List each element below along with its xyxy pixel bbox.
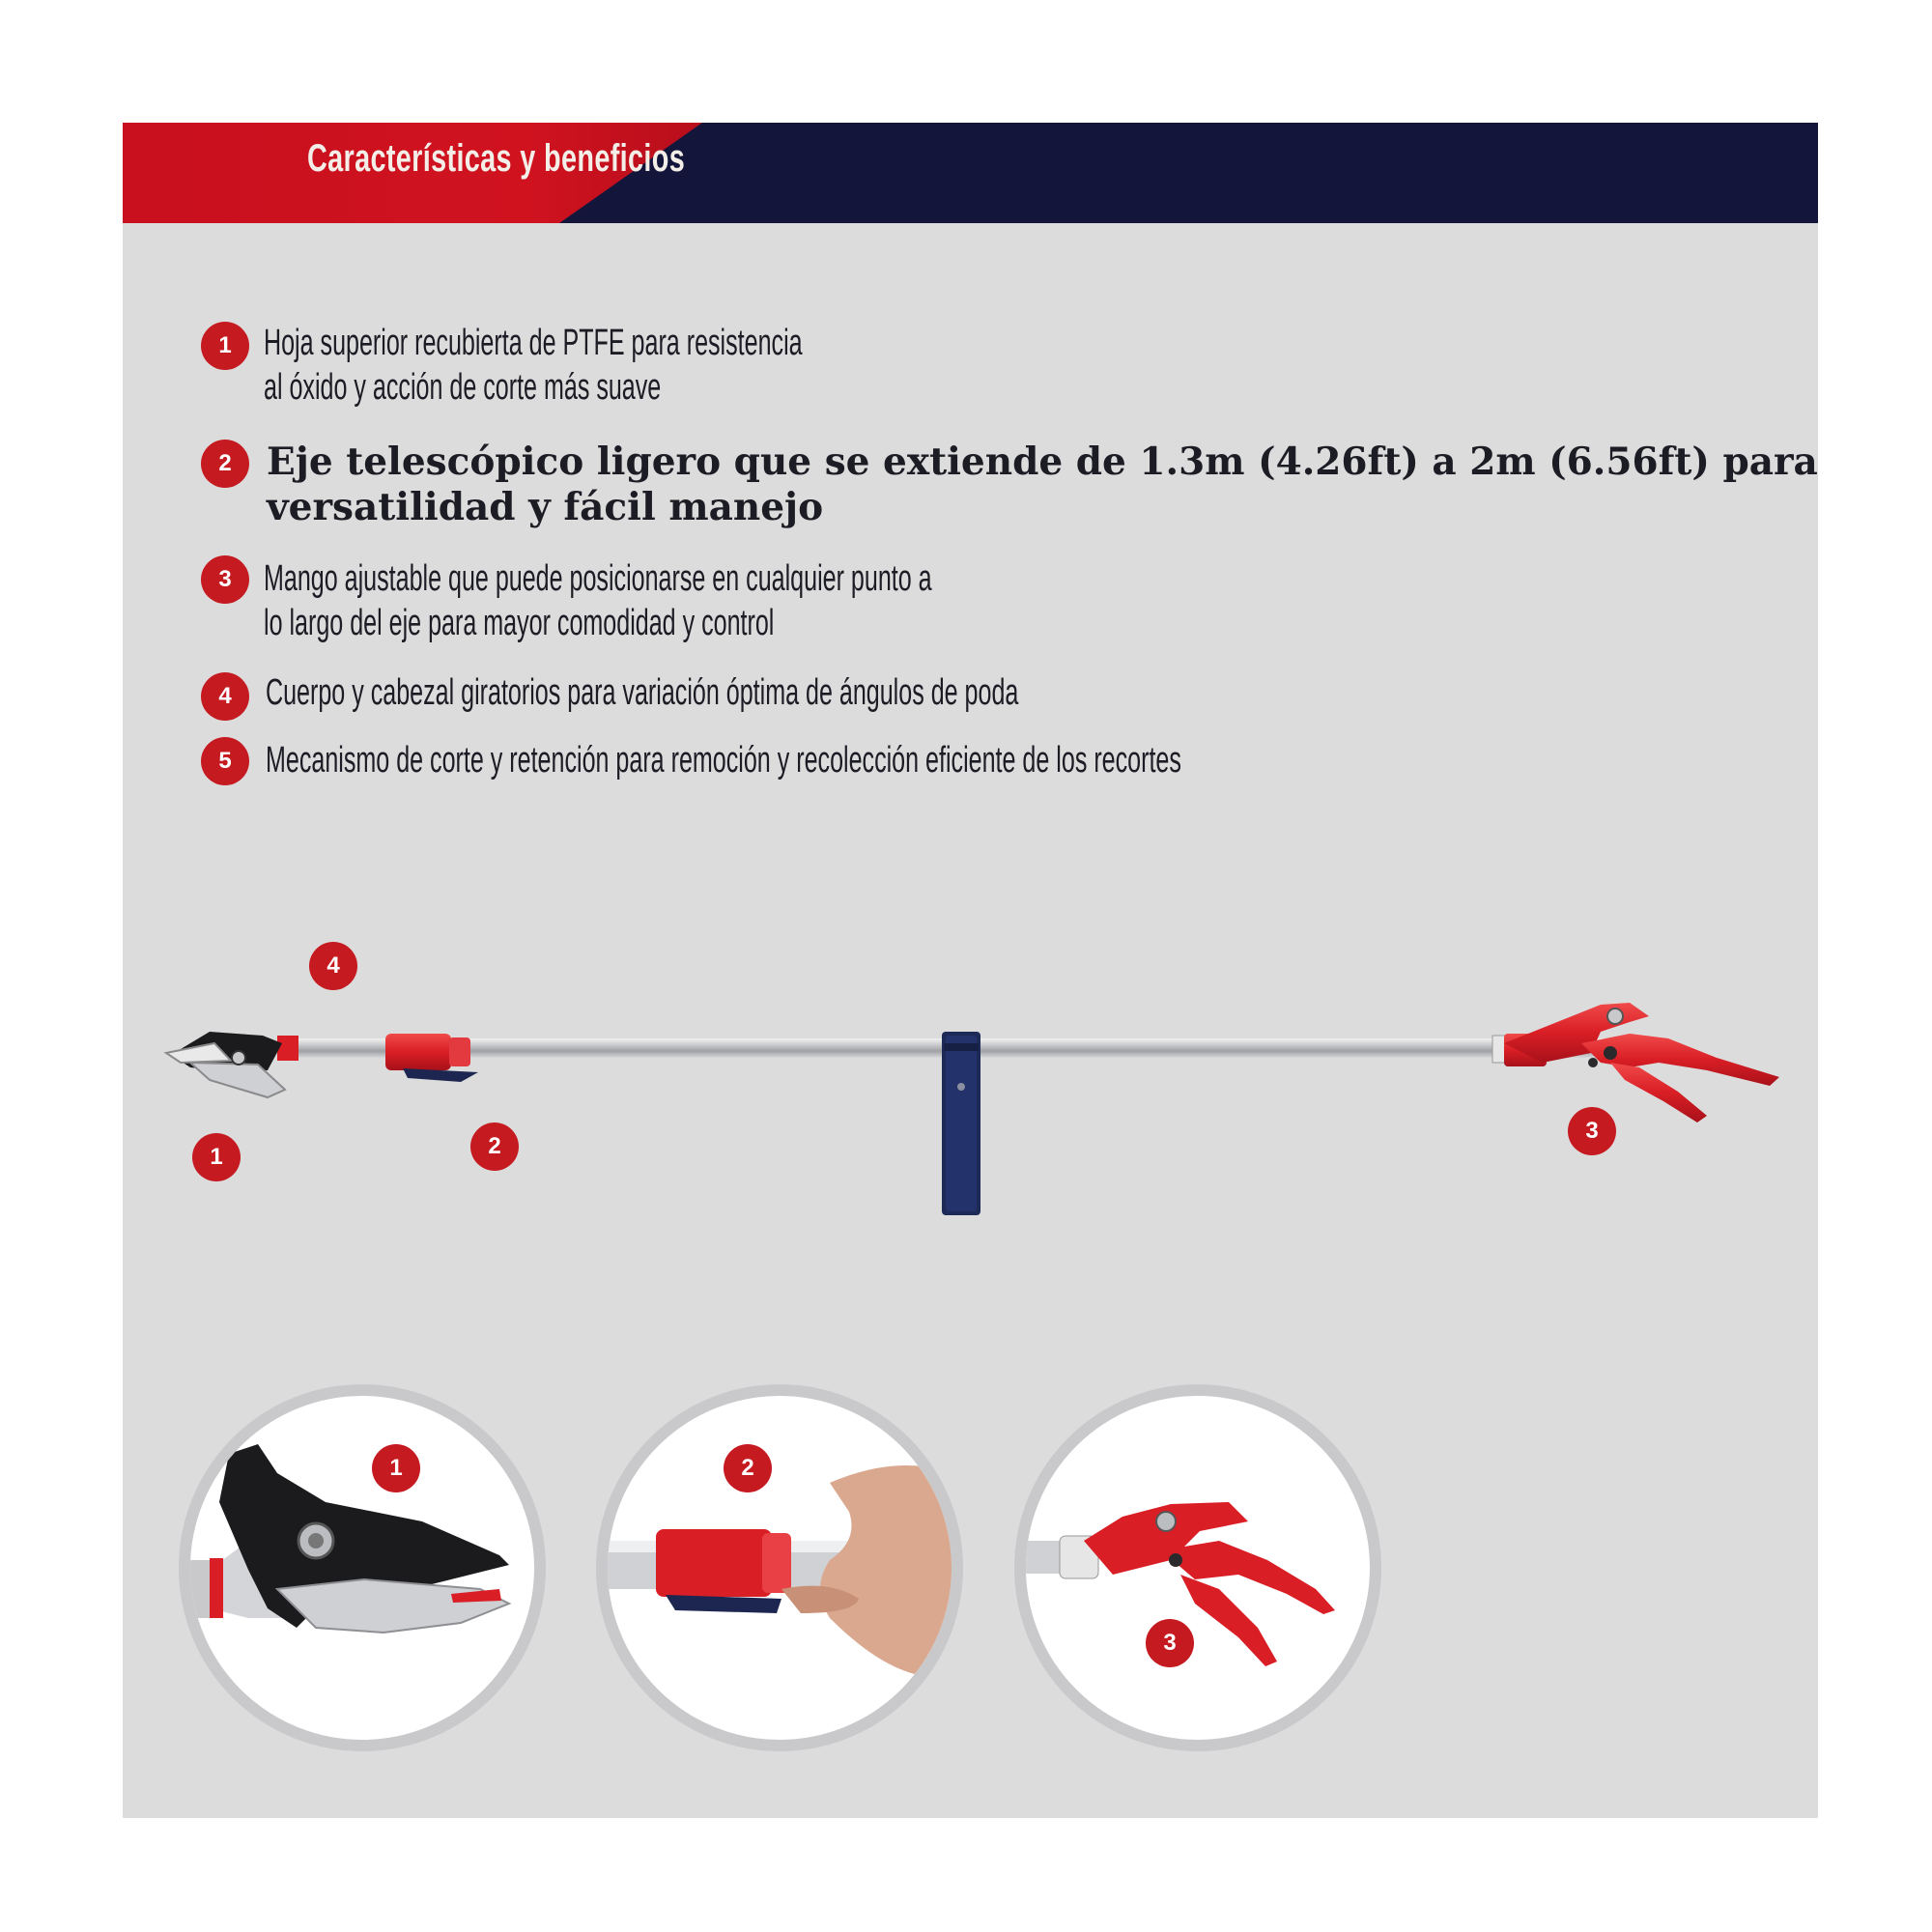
detail-view-handle: [1014, 1384, 1381, 1751]
handle-closeup: [1026, 1396, 1370, 1740]
feature-text-line: Mecanismo de corte y retención para remoción y recolección eficiente de los recortes: [266, 740, 1181, 781]
detail-callout-badge: 3: [1146, 1619, 1194, 1667]
detail-callout-badge: 1: [372, 1444, 420, 1492]
detail-view-telescopic-lock: [596, 1384, 963, 1751]
feature-number-badge: 2: [201, 440, 249, 488]
feature-text-line: Hoja superior recubierta de PTFE para resistencia: [264, 323, 803, 363]
telescopic-lock: [385, 1034, 478, 1082]
feature-text-line: Mango ajustable que puede posicionarse en cualquier punto a: [264, 558, 932, 599]
feature-text-line: versatilidad y fácil manejo: [267, 485, 824, 529]
feature-number-badge: 3: [201, 555, 249, 604]
feature-text-line: al óxido y acción de corte más suave: [264, 367, 662, 408]
callout-badge: 4: [309, 942, 357, 990]
feature-number-badge: 4: [201, 672, 249, 721]
blade-head-closeup: [190, 1396, 534, 1740]
feature-number-badge: 5: [201, 737, 249, 785]
feature-text-line: Cuerpo y cabezal giratorios para variación óptima de ángulos de poda: [266, 672, 1019, 713]
rope-clip: [942, 1032, 980, 1215]
feature-text-line: lo largo del eje para mayor comodidad y control: [264, 603, 775, 643]
cutting-head: [166, 1032, 298, 1097]
callout-badge: 3: [1568, 1107, 1616, 1155]
feature-text-line: Eje telescópico ligero que se extiende de 1.3m (4.26ft) a 2m (6.56ft) para: [267, 440, 1818, 484]
callout-badge: 2: [470, 1122, 519, 1171]
section-title: Características y beneficios: [307, 137, 686, 180]
pruner-illustration: [123, 908, 1818, 1236]
feature-number-badge: 1: [201, 322, 249, 370]
detail-view-blade-head: [179, 1384, 546, 1751]
telescopic-lock-closeup: [608, 1396, 952, 1740]
detail-callout-badge: 2: [724, 1444, 772, 1492]
handle-grip: [1492, 1003, 1779, 1122]
callout-badge: 1: [192, 1133, 241, 1181]
